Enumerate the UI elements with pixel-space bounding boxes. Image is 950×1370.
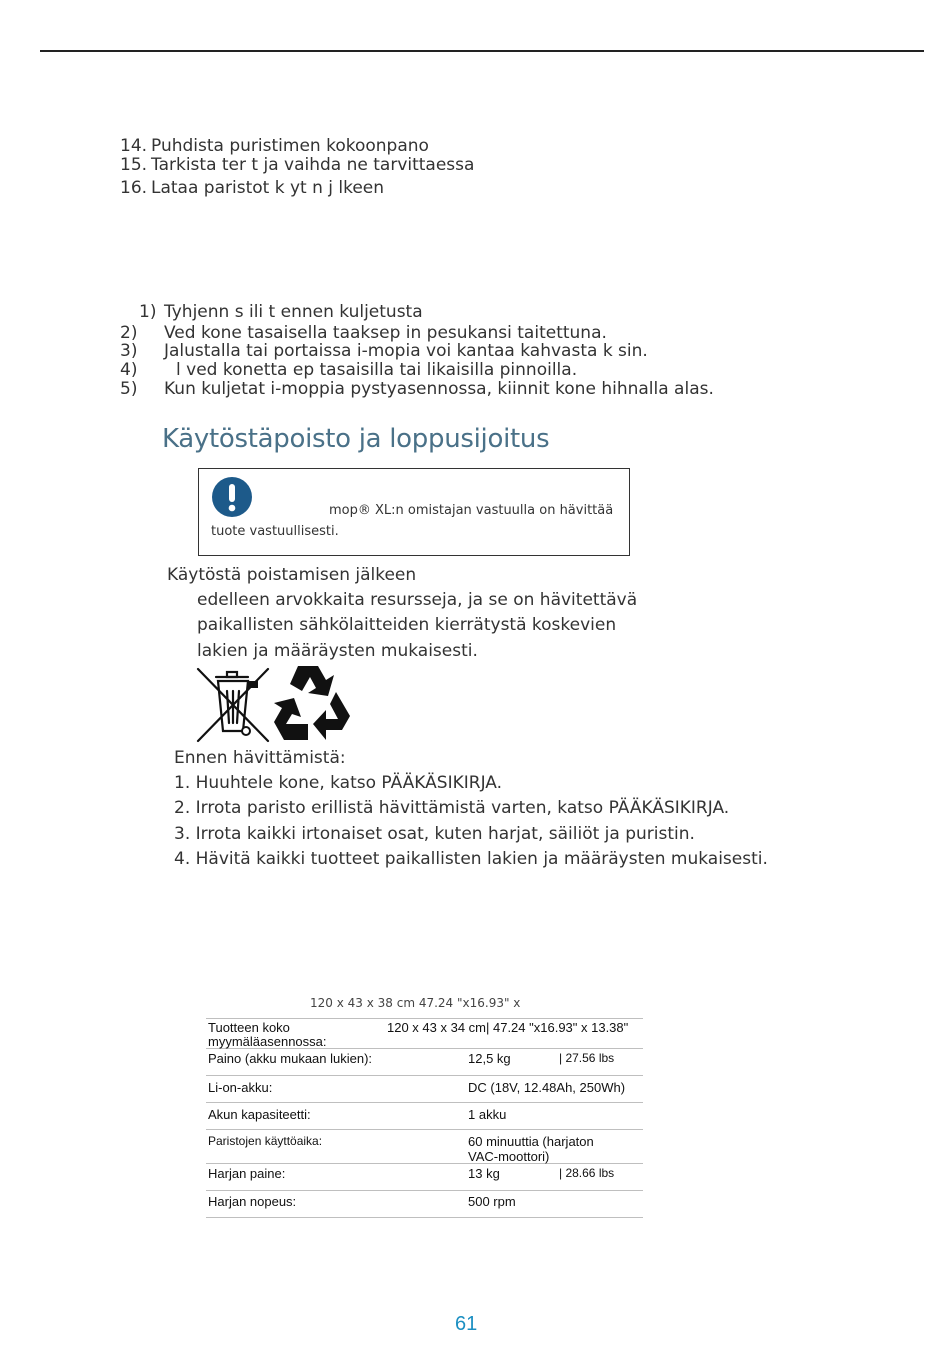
spec-value-imperial: | 27.56 lbs	[559, 1051, 615, 1065]
notice-text-line-2: tuote vastuullisesti.	[211, 524, 339, 539]
spec-value: 500 rpm	[468, 1194, 516, 1209]
spec-label: Paino (akku mukaan lukien):	[208, 1051, 373, 1066]
transport-step-2-number: 2)	[120, 323, 138, 343]
spec-label-line-2: myymäläasennossa:	[208, 1034, 327, 1049]
spec-value: 120 x 43 x 34 cm| 47.24 "x16.93" x 13.38"	[387, 1020, 629, 1035]
spec-value: DC (18V, 12.48Ah, 250Wh)	[468, 1080, 626, 1095]
transport-step-5-text: Kun kuljetat i-moppia pystyasennossa, kiinnit kone hihnalla alas.	[164, 379, 714, 399]
before-step-3: 3. Irrota kaikki irtonaiset osat, kuten harjat, säiliöt ja puristin.	[174, 824, 695, 844]
transport-step-5-number: 5)	[120, 379, 138, 399]
spec-value: 60 minuuttia (harjaton	[468, 1134, 594, 1149]
step-15-number: 15.	[120, 155, 148, 175]
notice-text-line-1: mop® XL:n omistajan vastuulla on hävittää	[329, 503, 614, 518]
spec-value-imperial: | 28.66 lbs	[559, 1166, 615, 1180]
spec-row-runtime	[206, 1130, 643, 1164]
before-disposal-heading: Ennen hävittämistä:	[174, 748, 346, 768]
spec-label: Harjan paine:	[208, 1166, 286, 1181]
weee-crossed-bin-icon	[196, 667, 270, 743]
step-16-number: 16.	[120, 178, 148, 198]
transport-step-1-text: Tyhjenn s ili t ennen kuljetusta	[164, 302, 423, 322]
spec-label: Paristojen käyttöaika:	[208, 1134, 323, 1148]
spec-label: Akun kapasiteetti:	[208, 1107, 311, 1122]
disposal-intro: Käytöstä poistamisen jälkeen	[167, 565, 417, 585]
spec-label: Harjan nopeus:	[208, 1194, 297, 1209]
spec-row-battery	[206, 1076, 643, 1103]
header-rule	[40, 50, 924, 52]
before-step-1: 1. Huuhtele kone, katso PÄÄKÄSIKIRJA.	[174, 773, 503, 793]
disposal-body-line-3: lakien ja määräysten mukaisesti.	[197, 641, 478, 661]
transport-step-3-text: Jalustalla tai portaissa i-mopia voi kantaa kahvasta k sin.	[164, 341, 648, 361]
disposal-body-line-2: paikallisten sähkölaitteiden kierrätystä koskevien	[197, 615, 617, 635]
page-number: 61	[455, 1313, 478, 1335]
spec-value: 13 kg	[468, 1166, 500, 1181]
transport-step-2-text: Ved kone tasaisella taaksep in pesukansi taitettuna.	[164, 323, 607, 343]
before-step-2: 2. Irrota paristo erillistä hävittämistä varten, katso PÄÄKÄSIKIRJA.	[174, 798, 730, 818]
spec-value: 1 akku	[468, 1107, 507, 1122]
transport-step-4-number: 4)	[120, 360, 138, 380]
step-14-number: 14.	[120, 136, 148, 156]
spec-row-capacity	[206, 1103, 643, 1130]
notice-box	[198, 468, 630, 556]
transport-step-1-number: 1)	[139, 302, 157, 322]
mandatory-action-icon	[211, 476, 253, 518]
spec-row-size	[206, 1018, 643, 1049]
spec-value-line-2: VAC-moottori)	[468, 1149, 550, 1164]
spec-label: Li-on-akku:	[208, 1080, 273, 1095]
specs-caption: 120 x 43 x 38 cm 47.24 "x16.93" x	[310, 996, 521, 1010]
spec-label: Tuotteen koko	[208, 1020, 290, 1035]
disposal-body-line-1: edelleen arvokkaita resursseja, ja se on hävitettävä	[197, 590, 638, 610]
spec-value: 12,5 kg	[468, 1051, 511, 1066]
spec-row-brush-speed	[206, 1191, 643, 1218]
step-16-text: Lataa paristot k yt n j lkeen	[151, 178, 385, 198]
spec-row-weight	[206, 1049, 643, 1076]
transport-step-3-number: 3)	[120, 341, 138, 361]
step-15-text: Tarkista ter t ja vaihda ne tarvittaessa	[151, 155, 475, 175]
transport-step-4-text: l ved konetta ep tasaisilla tai likaisilla pinnoilla.	[176, 360, 578, 380]
step-14-text: Puhdista puristimen kokoonpano	[151, 136, 429, 156]
spec-row-brush-pressure	[206, 1164, 643, 1191]
before-step-4: 4. Hävitä kaikki tuotteet paikallisten lakien ja määräysten mukaisesti.	[174, 849, 768, 869]
section-heading: Käytöstäpoisto ja loppusijoitus	[162, 424, 550, 454]
recycle-icon	[268, 662, 354, 744]
specs-table	[206, 1018, 643, 1218]
